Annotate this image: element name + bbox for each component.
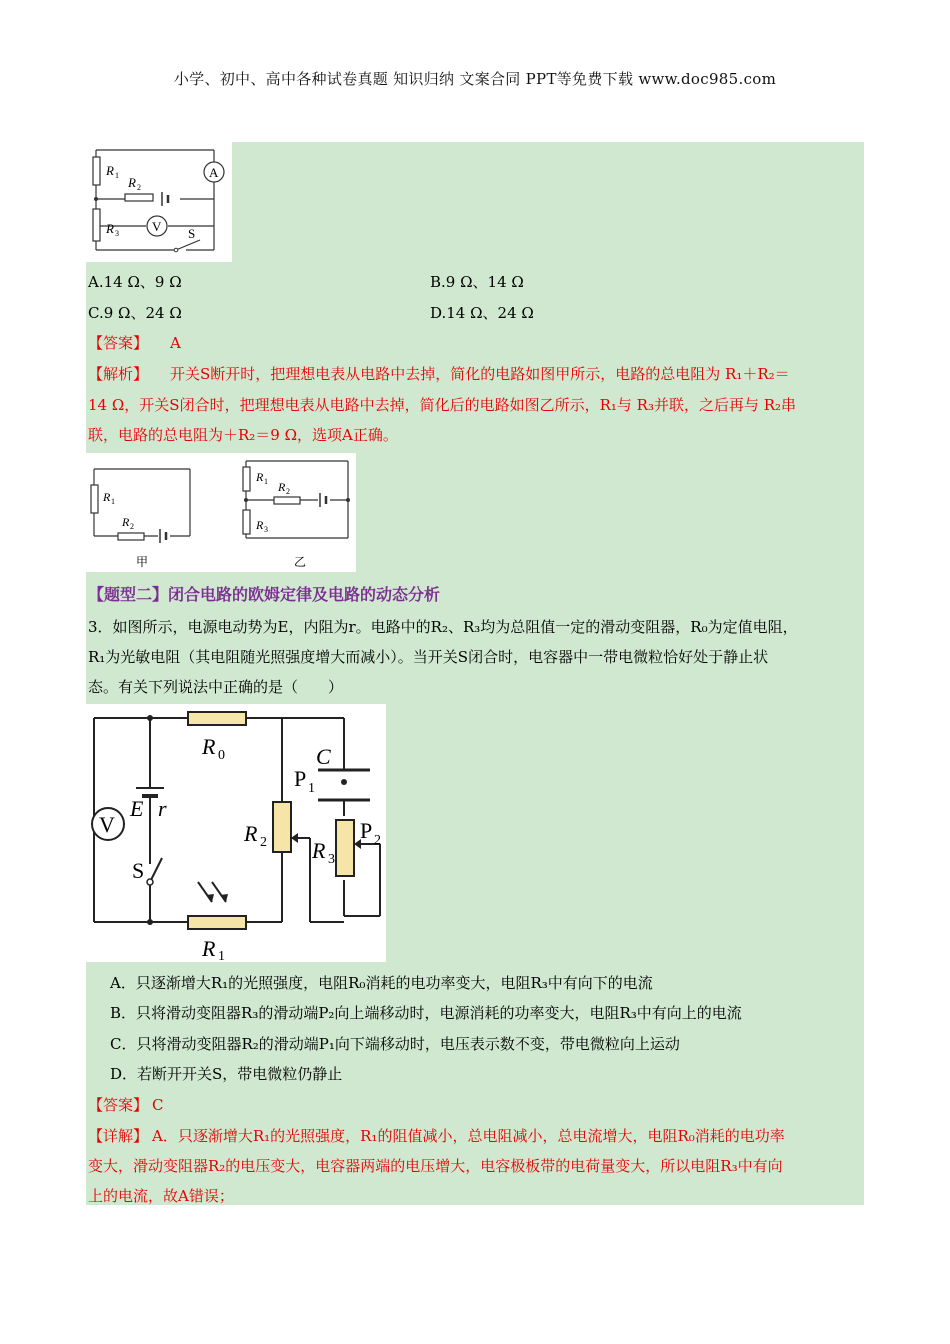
fig3-emf-label: E	[130, 796, 144, 821]
page-header: 小学、初中、高中各种试卷真题 知识归纳 文案合同 PPT等免费下载 www.doc985.com	[173, 70, 777, 88]
fig2-yi-r3-sub: 3	[264, 525, 268, 534]
fig3-r0-sub: 0	[218, 748, 225, 763]
fig1-voltmeter-label: V	[152, 219, 162, 234]
fig2-yi-r2: R	[278, 480, 286, 494]
fig3-p1-label: P	[294, 766, 307, 791]
fig2-jia-r2-sub: 2	[130, 522, 134, 531]
fig3-p1-sub: 1	[308, 781, 315, 796]
fig1-r3-sub: 3	[115, 229, 119, 238]
fig3-voltmeter-label: V	[99, 812, 115, 837]
q3-answer: C	[152, 1096, 164, 1114]
fig1-r1-label: R	[106, 163, 114, 178]
q2-analysis-line3: 联，电路的总电阻为＋R₂＝9 Ω，选项A正确。	[88, 426, 398, 444]
fig1-r2-label: R	[128, 175, 136, 190]
fig3-r2-label: R	[244, 821, 258, 846]
fig2-jia-r1: R	[103, 490, 111, 504]
fig2-yi-r3: R	[256, 518, 264, 532]
q3-detail-line2: 变大，滑动变阻器R₂的电压变大，电容器两端的电压增大，电容极板带的电荷量变大，所以电阻R₃中有向	[88, 1157, 783, 1175]
fig2-yi-caption: 乙	[294, 555, 307, 569]
q3-stem-line2: R₁为光敏电阻（其电阻随光照强度增大而减小）。当开关S闭合时，电容器中一带电微粒恰好处于静止状	[88, 648, 769, 666]
fig1-r3-label: R	[106, 221, 114, 236]
fig3-capacitor-label: C	[316, 744, 331, 769]
fig2-jia-r1-sub: 1	[111, 497, 115, 506]
fig3-r3-sub: 3	[328, 852, 335, 867]
q2-option-c: C.9 Ω、24 Ω	[88, 304, 182, 322]
q2-answer: A	[170, 334, 181, 352]
fig2-jia-r2: R	[122, 515, 130, 529]
fig3-r1-sub: 1	[218, 949, 225, 962]
fig2-jia-caption: 甲	[136, 555, 149, 569]
q3-answer-label: 【答案】	[88, 1096, 149, 1114]
q3-option-b: B．只将滑动变阻器R₃的滑动端P₂向上端移动时，电源消耗的功率变大，电阻R₃中有向上的电流	[110, 1004, 742, 1022]
fig2-yi-r1: R	[256, 470, 264, 484]
q2-analysis-line1: 开关S断开时，把理想电表从电路中去掉，简化的电路如图甲所示，电路的总电阻为 R₁＋R₂＝	[170, 365, 790, 383]
q3-option-d: D．若断开开关S，带电微粒仍静止	[110, 1065, 343, 1083]
fig3-r1-label: R	[202, 936, 216, 961]
fig1-ammeter-label: A	[209, 165, 219, 180]
fig3-internal-r-label: r	[158, 796, 167, 821]
q2-answer-label: 【答案】	[88, 334, 149, 352]
fig3-r2-sub: 2	[260, 835, 267, 850]
q3-option-c: C．只将滑动变阻器R₂的滑动端P₁向下端移动时，电压表示数不变，带电微粒向上运动	[110, 1035, 680, 1053]
q3-detail-label: 【详解】	[88, 1127, 149, 1145]
q3-stem-line1: 3．如图所示，电源电动势为E，内阻为r。电路中的R₂、R₃均为总阻值一定的滑动变阻器，R₀为定值电阻，	[88, 618, 798, 636]
fig3-r0-label: R	[202, 734, 216, 759]
circuit-figure-3	[86, 704, 386, 962]
fig2-yi-r2-sub: 2	[286, 487, 290, 496]
fig1-r1-sub: 1	[115, 171, 119, 180]
q2-option-a: A.14 Ω、9 Ω	[88, 273, 182, 291]
q2-analysis-line2: 14 Ω，开关S闭合时，把理想电表从电路中去掉，简化后的电路如图乙所示，R₁与 R₃并联，之后再与 R₂串	[88, 396, 797, 414]
fig3-p2-label: P	[360, 818, 373, 843]
fig3-switch-label: S	[132, 858, 145, 883]
q3-stem-line3: 态。有关下列说法中正确的是（ ）	[88, 678, 344, 696]
fig1-switch-label: S	[188, 226, 196, 241]
fig2-yi-r1-sub: 1	[264, 477, 268, 486]
q3-option-a: A．只逐渐增大R₁的光照强度，电阻R₀消耗的电功率变大，电阻R₃中有向下的电流	[110, 974, 653, 992]
q2-analysis-label: 【解析】	[88, 365, 149, 383]
section-heading: 【题型二】闭合电路的欧姆定律及电路的动态分析	[88, 585, 441, 604]
fig3-r3-label: R	[312, 838, 326, 863]
fig1-r2-sub: 2	[137, 183, 141, 192]
circuit-figure-2	[86, 453, 356, 572]
q2-option-d: D.14 Ω、24 Ω	[430, 304, 534, 322]
q2-option-b: B.9 Ω、14 Ω	[430, 273, 524, 291]
q3-detail-line3: 上的电流，故A错误；	[88, 1187, 234, 1205]
circuit-figure-1	[86, 142, 232, 262]
q3-detail-line1: A．只逐渐增大R₁的光照强度，R₁的阻值减小，总电阻减小，总电流增大，电阻R₀消耗的电功率	[152, 1127, 785, 1145]
fig3-p2-sub: 2	[374, 833, 381, 848]
